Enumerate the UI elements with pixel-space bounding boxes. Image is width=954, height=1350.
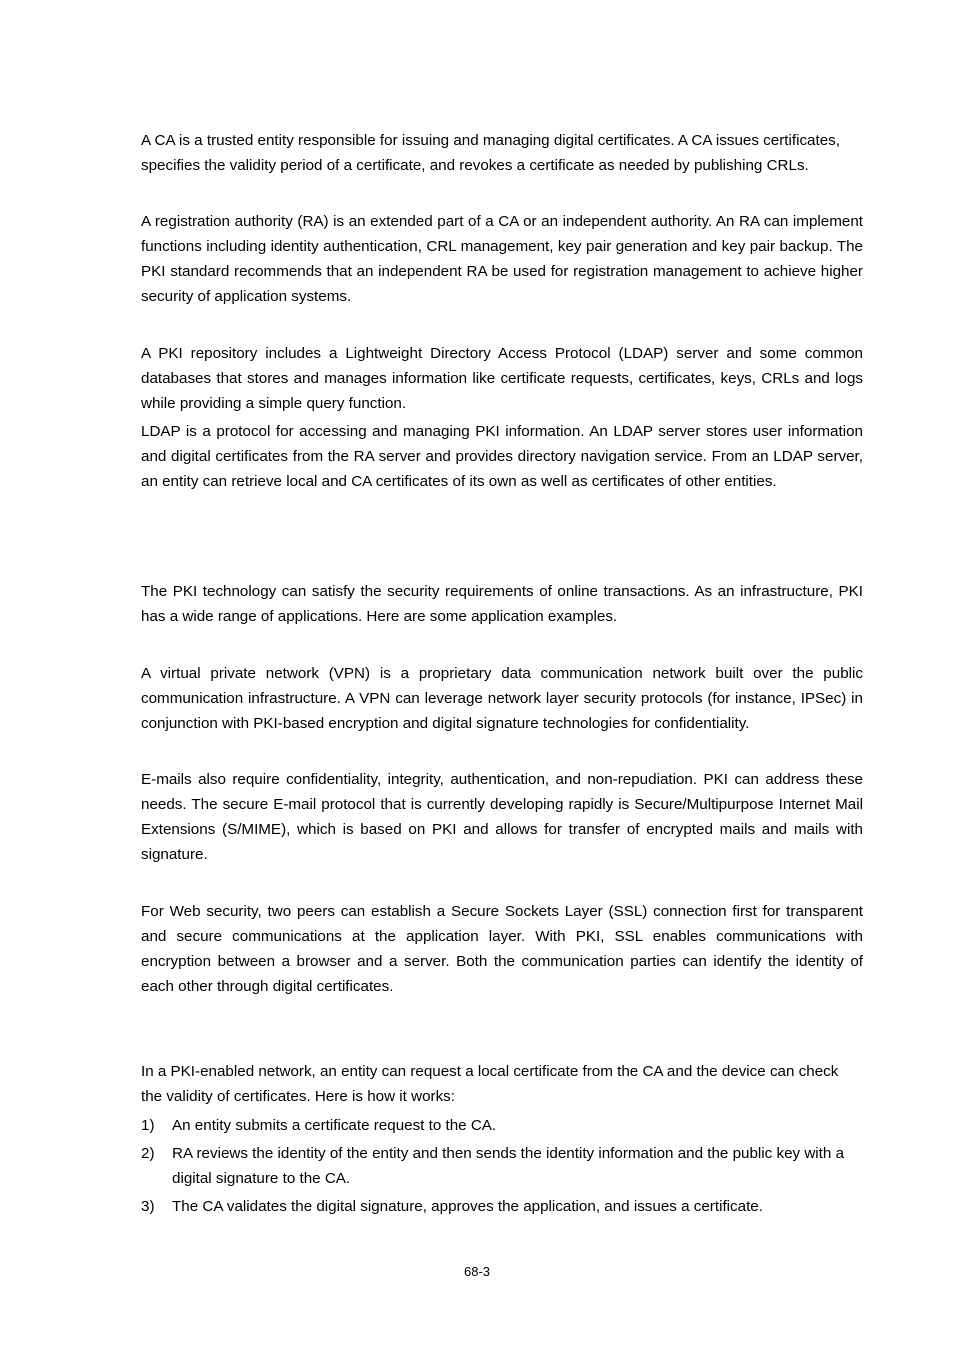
list-item-number: 3) xyxy=(141,1198,155,1215)
paragraph-ldap: LDAP is a protocol for accessing and managing PKI information. An LDAP server stores user information and digital certificates from the RA server and provides directory navigation service. From an LDAP server, an entity can retrieve local and CA certificates of its own as well as certificates of other entities. xyxy=(141,423,863,490)
paragraph-operation: In a PKI-enabled network, an entity can request a local certificate from the CA and the device can check the validity of certificates. Here is how it works: xyxy=(141,1063,839,1105)
paragraph-ca: A CA is a trusted entity responsible for issuing and managing digital certificates. A CA issues certificates, specifies the validity period of a certificate, and revokes a certificate as needed by publishing CRLs. xyxy=(141,132,840,174)
list-item-number: 1) xyxy=(141,1117,155,1134)
list-item xyxy=(141,1113,863,1138)
paragraph-vpn: A virtual private network (VPN) is a proprietary data communication network built over the public communication infrastructure. A VPN can leverage network layer security protocols (for instance, IPSec) in conjunction with PKI-based encryption and digital signature technologies for confidentiality. xyxy=(141,665,863,732)
list-item-text: RA reviews the identity of the entity and then sends the identity information and the public key with a digital signature to the CA. xyxy=(172,1145,845,1187)
paragraph-web: For Web security, two peers can establish a Secure Sockets Layer (SSL) connection first for transparent and secure communications at the application layer. With PKI, SSL enables communications with encryption between a browser and a server. Both the communication parties can identify the identity of each other through digital certificates. xyxy=(141,903,863,995)
list-item xyxy=(141,1194,863,1219)
list-item-number: 2) xyxy=(141,1145,155,1162)
paragraph-applications: The PKI technology can satisfy the security requirements of online transactions. As an infrastructure, PKI has a wide range of applications. Here are some application examples. xyxy=(141,583,863,625)
list-item-text: An entity submits a certificate request to the CA. xyxy=(172,1117,497,1134)
paragraph-ra: A registration authority (RA) is an extended part of a CA or an independent authority. An RA can implement functions including identity authentication, CRL management, key pair generation and key pair backup. The PKI standard recommends that an independent RA be used for registration management to achieve higher security of application systems. xyxy=(141,213,863,305)
page-number: 68-3 xyxy=(463,1264,491,1279)
paragraph-repository: A PKI repository includes a Lightweight Directory Access Protocol (LDAP) server and some common databases that stores and manages information like certificate requests, certificates, keys, CRLs and logs while providing a simple query function. xyxy=(141,345,863,412)
list-item xyxy=(141,1141,863,1191)
list-item-text: The CA validates the digital signature, approves the application, and issues a certificate. xyxy=(172,1198,763,1215)
paragraph-email: E-mails also require confidentiality, integrity, authentication, and non-repudiation. PKI can address these needs. The secure E-mail protocol that is currently developing rapidly is Secure/Multipurpose Internet Mail Extensions (S/MIME), which is based on PKI and allows for transfer of encrypted mails and mails with signature. xyxy=(141,771,863,863)
